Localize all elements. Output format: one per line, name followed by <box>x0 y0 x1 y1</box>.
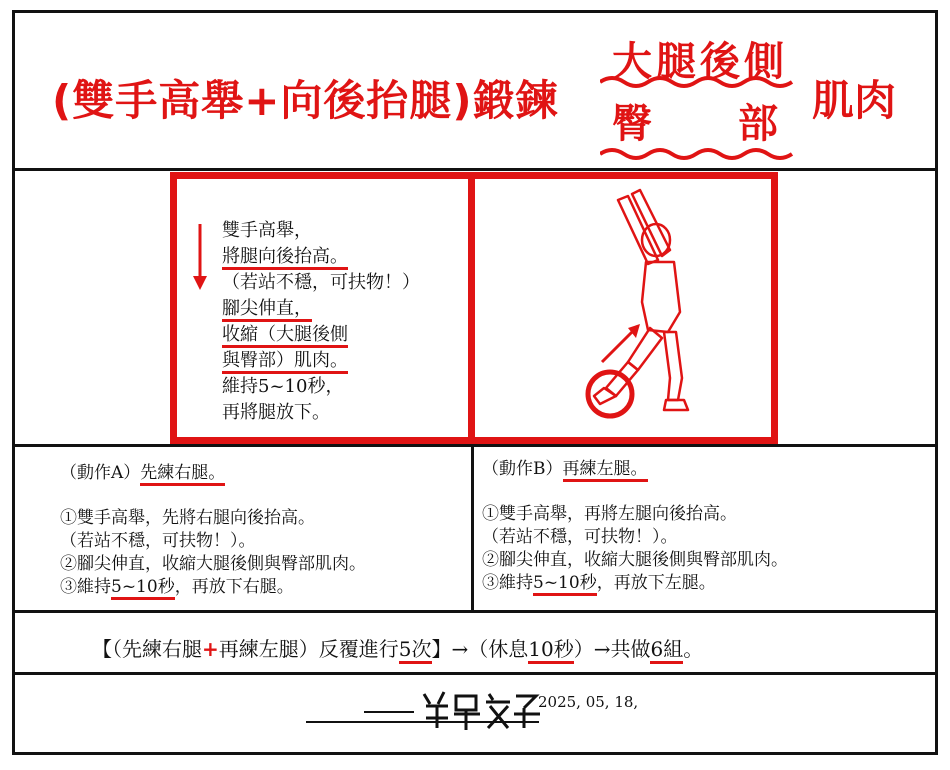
date: 2025, 05, 18, <box>538 693 639 711</box>
divider-footer <box>12 672 938 675</box>
instruction-line-7: 維持5~10秒， <box>222 376 344 397</box>
action-b-step-2: ②腳尖伸直，收縮大腿後側與臀部肌肉。 <box>482 550 788 570</box>
title-main: (雙手高舉+向後抬腿)鍛鍊 <box>52 76 559 125</box>
action-b-step-1: ①雙手高舉，再將左腿向後抬高。 <box>482 504 737 524</box>
instruction-line-2: 將腿向後抬高。 <box>222 244 420 270</box>
frame-right <box>935 10 938 755</box>
instruction-steps <box>222 218 420 426</box>
action-a-step-1: ①雙手高舉，先將右腿向後抬高。 <box>60 508 315 528</box>
title-target-part: 部 <box>738 101 778 147</box>
down-arrow-icon <box>190 222 210 292</box>
frame-bottom <box>12 752 938 755</box>
action-b-header: （動作B）再練左腿。 <box>482 458 788 481</box>
action-b-step-3: ③維持5~10秒，再放下左腿。 <box>482 572 788 595</box>
signature <box>304 682 549 732</box>
action-a-step-1-note: （若站不穩，可扶物！）。 <box>60 531 256 551</box>
action-b-column <box>482 458 788 595</box>
instruction-line-4: 腳尖伸直， <box>222 296 420 322</box>
title-suffix: 肌肉 <box>812 76 897 125</box>
action-a-column <box>60 462 366 599</box>
frame-left <box>12 10 15 755</box>
instruction-line-6: 與臀部）肌肉。 <box>222 348 420 374</box>
wavy-underline <box>600 74 810 164</box>
divider-middle <box>12 444 938 447</box>
summary-line: 【（先練右腿+再練左腿）反覆進行5次】→（休息10秒）→共做6組。 <box>92 633 703 662</box>
divider-summary <box>12 610 938 613</box>
action-b-step-1-note: （若站不穩，可扶物！）。 <box>482 527 678 547</box>
action-a-header: （動作A）先練右腿。 <box>60 462 366 485</box>
instruction-line-1: 雙手高舉， <box>222 220 312 241</box>
title-target-buttocks: 臀 <box>612 101 652 147</box>
action-a-step-3: ③維持5~10秒，再放下右腿。 <box>60 576 366 599</box>
instruction-line-5: 收縮（大腿後側 <box>222 322 420 348</box>
divider-title <box>12 168 938 171</box>
action-a-step-2: ②腳尖伸直，收縮大腿後側與臀部肌肉。 <box>60 554 366 574</box>
instruction-line-3: （若站不穩，可扶物！） <box>222 272 420 293</box>
exercise-figure-illustration <box>478 182 770 438</box>
column-divider <box>471 444 474 610</box>
frame-top <box>12 10 938 13</box>
title-target-line1: 大腿後側 <box>612 39 788 85</box>
instruction-line-8: 再將腿放下。 <box>222 402 330 423</box>
